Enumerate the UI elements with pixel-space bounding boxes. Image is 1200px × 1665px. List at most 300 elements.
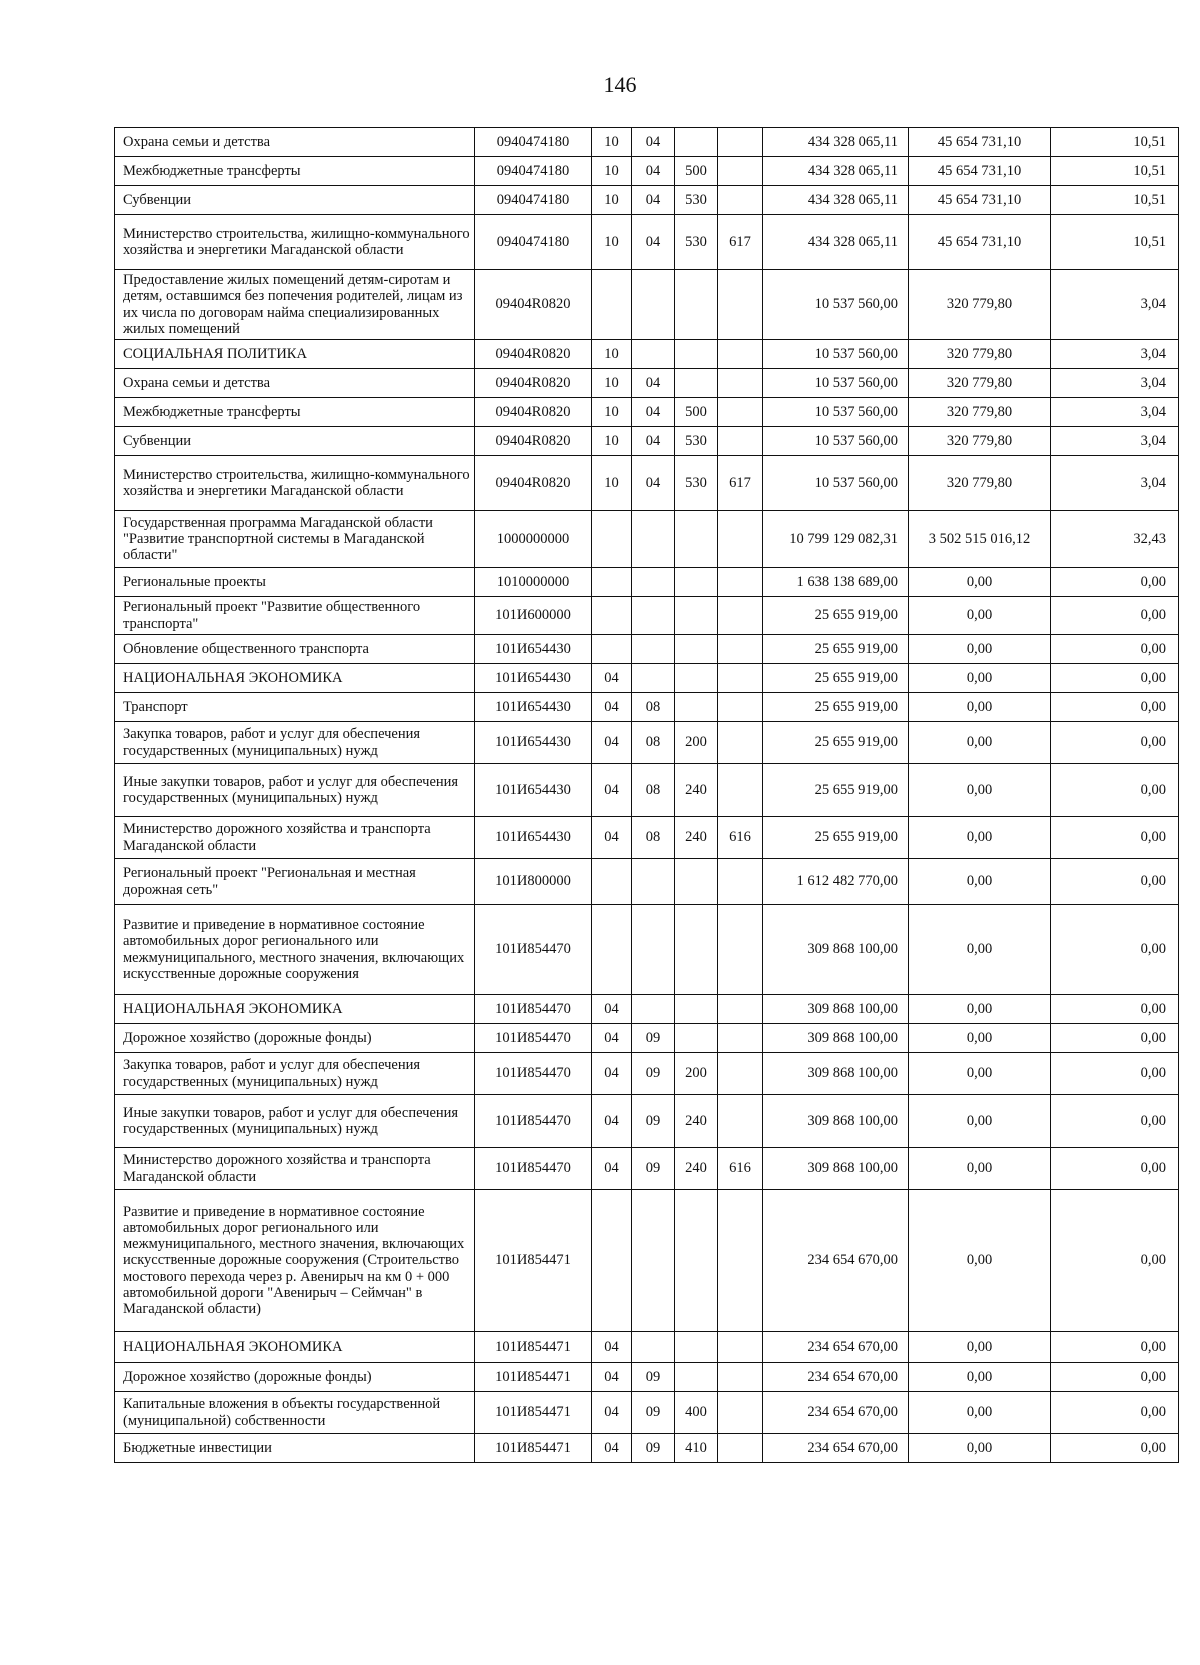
chief-administrator-code-cell: 616 xyxy=(718,817,763,859)
expense-type-code-cell: 530 xyxy=(675,456,718,511)
execution-percent-cell: 3,04 xyxy=(1051,340,1179,369)
section-code-cell xyxy=(592,905,632,995)
row-name-cell: Иные закупки товаров, работ и услуг для обеспечения государственных (муниципальных) нужд xyxy=(115,764,475,817)
execution-percent-cell: 0,00 xyxy=(1051,1332,1179,1363)
planned-amount-cell: 434 328 065,11 xyxy=(763,157,909,186)
actual-amount-cell: 320 779,80 xyxy=(909,427,1051,456)
subsection-code-cell: 09 xyxy=(632,1363,675,1392)
actual-amount-cell: 0,00 xyxy=(909,693,1051,722)
row-name-cell: Обновление общественного транспорта xyxy=(115,635,475,664)
section-code-cell xyxy=(592,859,632,905)
execution-percent-cell: 0,00 xyxy=(1051,568,1179,597)
chief-administrator-code-cell xyxy=(718,398,763,427)
chief-administrator-code-cell xyxy=(718,859,763,905)
table-row xyxy=(115,369,1179,398)
expense-type-code-cell xyxy=(675,635,718,664)
planned-amount-cell: 25 655 919,00 xyxy=(763,693,909,722)
section-code-cell: 10 xyxy=(592,398,632,427)
target-article-code-cell: 09404R0820 xyxy=(475,456,592,511)
planned-amount-cell: 234 654 670,00 xyxy=(763,1332,909,1363)
target-article-code-cell: 09404R0820 xyxy=(475,398,592,427)
target-article-code-cell: 101И800000 xyxy=(475,859,592,905)
actual-amount-cell: 45 654 731,10 xyxy=(909,128,1051,157)
chief-administrator-code-cell: 617 xyxy=(718,215,763,270)
section-code-cell xyxy=(592,511,632,568)
execution-percent-cell: 0,00 xyxy=(1051,1190,1179,1332)
expense-type-code-cell xyxy=(675,1190,718,1332)
target-article-code-cell: 101И654430 xyxy=(475,722,592,764)
target-article-code-cell: 0940474180 xyxy=(475,186,592,215)
subsection-code-cell xyxy=(632,511,675,568)
planned-amount-cell: 25 655 919,00 xyxy=(763,817,909,859)
target-article-code-cell: 101И654430 xyxy=(475,635,592,664)
actual-amount-cell: 0,00 xyxy=(909,1190,1051,1332)
table-row xyxy=(115,398,1179,427)
table-row xyxy=(115,693,1179,722)
execution-percent-cell: 0,00 xyxy=(1051,764,1179,817)
subsection-code-cell xyxy=(632,1190,675,1332)
expense-type-code-cell xyxy=(675,905,718,995)
subsection-code-cell xyxy=(632,859,675,905)
actual-amount-cell: 0,00 xyxy=(909,764,1051,817)
planned-amount-cell: 234 654 670,00 xyxy=(763,1363,909,1392)
actual-amount-cell: 320 779,80 xyxy=(909,456,1051,511)
target-article-code-cell: 09404R0820 xyxy=(475,427,592,456)
section-code-cell xyxy=(592,568,632,597)
section-code-cell: 04 xyxy=(592,664,632,693)
row-name-cell: Закупка товаров, работ и услуг для обеспечения государственных (муниципальных) нужд xyxy=(115,1053,475,1095)
table-row xyxy=(115,817,1179,859)
table-row xyxy=(115,1095,1179,1148)
table-row xyxy=(115,128,1179,157)
chief-administrator-code-cell xyxy=(718,1024,763,1053)
section-code-cell: 04 xyxy=(592,817,632,859)
subsection-code-cell: 04 xyxy=(632,215,675,270)
row-name-cell: Дорожное хозяйство (дорожные фонды) xyxy=(115,1363,475,1392)
row-name-cell: СОЦИАЛЬНАЯ ПОЛИТИКА xyxy=(115,340,475,369)
execution-percent-cell: 0,00 xyxy=(1051,1148,1179,1190)
execution-percent-cell: 0,00 xyxy=(1051,1095,1179,1148)
chief-administrator-code-cell xyxy=(718,664,763,693)
subsection-code-cell xyxy=(632,995,675,1024)
target-article-code-cell: 101И854471 xyxy=(475,1434,592,1463)
execution-percent-cell: 10,51 xyxy=(1051,186,1179,215)
table-row xyxy=(115,1363,1179,1392)
table-row xyxy=(115,186,1179,215)
chief-administrator-code-cell xyxy=(718,186,763,215)
chief-administrator-code-cell xyxy=(718,1332,763,1363)
target-article-code-cell: 101И854470 xyxy=(475,905,592,995)
row-name-cell: Субвенции xyxy=(115,427,475,456)
chief-administrator-code-cell xyxy=(718,764,763,817)
row-name-cell: Транспорт xyxy=(115,693,475,722)
planned-amount-cell: 434 328 065,11 xyxy=(763,128,909,157)
target-article-code-cell: 101И854470 xyxy=(475,1053,592,1095)
subsection-code-cell: 04 xyxy=(632,427,675,456)
table-row xyxy=(115,1053,1179,1095)
target-article-code-cell: 101И600000 xyxy=(475,597,592,635)
expense-type-code-cell xyxy=(675,340,718,369)
budget-table xyxy=(114,127,1179,1463)
chief-administrator-code-cell xyxy=(718,340,763,369)
expense-type-code-cell: 410 xyxy=(675,1434,718,1463)
chief-administrator-code-cell xyxy=(718,270,763,340)
execution-percent-cell: 3,04 xyxy=(1051,456,1179,511)
section-code-cell: 04 xyxy=(592,1363,632,1392)
chief-administrator-code-cell xyxy=(718,722,763,764)
table-row xyxy=(115,1392,1179,1434)
subsection-code-cell: 08 xyxy=(632,764,675,817)
table-row xyxy=(115,597,1179,635)
section-code-cell: 04 xyxy=(592,995,632,1024)
chief-administrator-code-cell xyxy=(718,511,763,568)
subsection-code-cell xyxy=(632,340,675,369)
chief-administrator-code-cell xyxy=(718,1190,763,1332)
table-row xyxy=(115,456,1179,511)
actual-amount-cell: 0,00 xyxy=(909,1363,1051,1392)
actual-amount-cell: 0,00 xyxy=(909,1392,1051,1434)
target-article-code-cell: 0940474180 xyxy=(475,157,592,186)
row-name-cell: Предоставление жилых помещений детям-сиротам и детям, оставшимся без попечения родителей, лицам из их числа по договорам найма специализированных жилых помещений xyxy=(115,270,475,340)
subsection-code-cell: 08 xyxy=(632,693,675,722)
section-code-cell: 10 xyxy=(592,215,632,270)
section-code-cell: 10 xyxy=(592,128,632,157)
section-code-cell: 10 xyxy=(592,340,632,369)
target-article-code-cell: 1000000000 xyxy=(475,511,592,568)
expense-type-code-cell xyxy=(675,597,718,635)
actual-amount-cell: 320 779,80 xyxy=(909,270,1051,340)
expense-type-code-cell: 500 xyxy=(675,398,718,427)
execution-percent-cell: 10,51 xyxy=(1051,157,1179,186)
planned-amount-cell: 1 638 138 689,00 xyxy=(763,568,909,597)
expense-type-code-cell: 400 xyxy=(675,1392,718,1434)
row-name-cell: НАЦИОНАЛЬНАЯ ЭКОНОМИКА xyxy=(115,995,475,1024)
subsection-code-cell xyxy=(632,597,675,635)
planned-amount-cell: 25 655 919,00 xyxy=(763,635,909,664)
planned-amount-cell: 10 537 560,00 xyxy=(763,369,909,398)
row-name-cell: Межбюджетные трансферты xyxy=(115,157,475,186)
row-name-cell: Бюджетные инвестиции xyxy=(115,1434,475,1463)
table-row xyxy=(115,1332,1179,1363)
planned-amount-cell: 10 537 560,00 xyxy=(763,340,909,369)
table-row xyxy=(115,1434,1179,1463)
execution-percent-cell: 0,00 xyxy=(1051,995,1179,1024)
target-article-code-cell: 09404R0820 xyxy=(475,369,592,398)
execution-percent-cell: 10,51 xyxy=(1051,215,1179,270)
expense-type-code-cell xyxy=(675,995,718,1024)
expense-type-code-cell: 240 xyxy=(675,764,718,817)
table-row xyxy=(115,1024,1179,1053)
row-name-cell: Субвенции xyxy=(115,186,475,215)
actual-amount-cell: 0,00 xyxy=(909,1024,1051,1053)
target-article-code-cell: 0940474180 xyxy=(475,215,592,270)
section-code-cell: 04 xyxy=(592,764,632,817)
chief-administrator-code-cell xyxy=(718,597,763,635)
section-code-cell: 10 xyxy=(592,369,632,398)
row-name-cell: Дорожное хозяйство (дорожные фонды) xyxy=(115,1024,475,1053)
row-name-cell: Развитие и приведение в нормативное состояние автомобильных дорог регионального или межмуниципального, местного значения, включающих искусственные дорожные сооружения (Строительство мостового перехода через р. Авенирыч на км 0 + 000 автомобильной дороги "Авенирыч – Сеймчан" в Магаданской области) xyxy=(115,1190,475,1332)
subsection-code-cell: 08 xyxy=(632,817,675,859)
actual-amount-cell: 0,00 xyxy=(909,568,1051,597)
execution-percent-cell: 3,04 xyxy=(1051,398,1179,427)
section-code-cell: 10 xyxy=(592,157,632,186)
subsection-code-cell xyxy=(632,270,675,340)
actual-amount-cell: 0,00 xyxy=(909,1053,1051,1095)
execution-percent-cell: 0,00 xyxy=(1051,1053,1179,1095)
execution-percent-cell: 0,00 xyxy=(1051,1392,1179,1434)
expense-type-code-cell: 530 xyxy=(675,215,718,270)
planned-amount-cell: 309 868 100,00 xyxy=(763,1148,909,1190)
table-row xyxy=(115,859,1179,905)
expense-type-code-cell xyxy=(675,511,718,568)
expense-type-code-cell: 200 xyxy=(675,722,718,764)
chief-administrator-code-cell xyxy=(718,1095,763,1148)
table-row xyxy=(115,568,1179,597)
chief-administrator-code-cell xyxy=(718,693,763,722)
target-article-code-cell: 101И654430 xyxy=(475,817,592,859)
actual-amount-cell: 45 654 731,10 xyxy=(909,186,1051,215)
section-code-cell: 04 xyxy=(592,722,632,764)
expense-type-code-cell: 240 xyxy=(675,1148,718,1190)
row-name-cell: Министерство строительства, жилищно-коммунального хозяйства и энергетики Магаданской области xyxy=(115,215,475,270)
execution-percent-cell: 0,00 xyxy=(1051,635,1179,664)
subsection-code-cell: 09 xyxy=(632,1148,675,1190)
section-code-cell xyxy=(592,1190,632,1332)
actual-amount-cell: 0,00 xyxy=(909,664,1051,693)
subsection-code-cell xyxy=(632,568,675,597)
table-row xyxy=(115,1190,1179,1332)
section-code-cell: 04 xyxy=(592,693,632,722)
row-name-cell: Региональный проект "Развитие общественного транспорта" xyxy=(115,597,475,635)
planned-amount-cell: 25 655 919,00 xyxy=(763,764,909,817)
section-code-cell: 04 xyxy=(592,1024,632,1053)
subsection-code-cell: 09 xyxy=(632,1434,675,1463)
subsection-code-cell: 08 xyxy=(632,722,675,764)
subsection-code-cell: 04 xyxy=(632,157,675,186)
row-name-cell: Государственная программа Магаданской области "Развитие транспортной системы в Магаданской области" xyxy=(115,511,475,568)
section-code-cell: 04 xyxy=(592,1053,632,1095)
row-name-cell: Министерство строительства, жилищно-коммунального хозяйства и энергетики Магаданской области xyxy=(115,456,475,511)
section-code-cell: 04 xyxy=(592,1434,632,1463)
subsection-code-cell: 09 xyxy=(632,1392,675,1434)
actual-amount-cell: 0,00 xyxy=(909,1095,1051,1148)
target-article-code-cell: 101И854470 xyxy=(475,995,592,1024)
expense-type-code-cell xyxy=(675,369,718,398)
execution-percent-cell: 0,00 xyxy=(1051,859,1179,905)
target-article-code-cell: 09404R0820 xyxy=(475,270,592,340)
actual-amount-cell: 0,00 xyxy=(909,635,1051,664)
execution-percent-cell: 0,00 xyxy=(1051,597,1179,635)
actual-amount-cell: 320 779,80 xyxy=(909,340,1051,369)
execution-percent-cell: 0,00 xyxy=(1051,1434,1179,1463)
table-row xyxy=(115,664,1179,693)
section-code-cell: 04 xyxy=(592,1332,632,1363)
execution-percent-cell: 0,00 xyxy=(1051,1363,1179,1392)
actual-amount-cell: 0,00 xyxy=(909,859,1051,905)
actual-amount-cell: 0,00 xyxy=(909,1148,1051,1190)
section-code-cell xyxy=(592,635,632,664)
execution-percent-cell: 3,04 xyxy=(1051,369,1179,398)
table-row xyxy=(115,635,1179,664)
actual-amount-cell: 3 502 515 016,12 xyxy=(909,511,1051,568)
expense-type-code-cell: 240 xyxy=(675,817,718,859)
actual-amount-cell: 0,00 xyxy=(909,1434,1051,1463)
subsection-code-cell xyxy=(632,664,675,693)
row-name-cell: Региональные проекты xyxy=(115,568,475,597)
subsection-code-cell: 04 xyxy=(632,398,675,427)
table-row xyxy=(115,215,1179,270)
section-code-cell: 04 xyxy=(592,1392,632,1434)
expense-type-code-cell: 530 xyxy=(675,186,718,215)
actual-amount-cell: 320 779,80 xyxy=(909,369,1051,398)
subsection-code-cell: 09 xyxy=(632,1095,675,1148)
row-name-cell: Закупка товаров, работ и услуг для обеспечения государственных (муниципальных) нужд xyxy=(115,722,475,764)
table-row xyxy=(115,995,1179,1024)
execution-percent-cell: 0,00 xyxy=(1051,693,1179,722)
row-name-cell: Министерство дорожного хозяйства и транспорта Магаданской области xyxy=(115,817,475,859)
chief-administrator-code-cell: 616 xyxy=(718,1148,763,1190)
target-article-code-cell: 101И854471 xyxy=(475,1392,592,1434)
actual-amount-cell: 45 654 731,10 xyxy=(909,215,1051,270)
target-article-code-cell: 101И854471 xyxy=(475,1190,592,1332)
execution-percent-cell: 0,00 xyxy=(1051,664,1179,693)
row-name-cell: НАЦИОНАЛЬНАЯ ЭКОНОМИКА xyxy=(115,664,475,693)
planned-amount-cell: 10 537 560,00 xyxy=(763,456,909,511)
target-article-code-cell: 101И854470 xyxy=(475,1024,592,1053)
target-article-code-cell: 1010000000 xyxy=(475,568,592,597)
actual-amount-cell: 0,00 xyxy=(909,722,1051,764)
subsection-code-cell xyxy=(632,905,675,995)
row-name-cell: Региональный проект "Региональная и местная дорожная сеть" xyxy=(115,859,475,905)
chief-administrator-code-cell: 617 xyxy=(718,456,763,511)
actual-amount-cell: 320 779,80 xyxy=(909,398,1051,427)
expense-type-code-cell: 200 xyxy=(675,1053,718,1095)
page-number: 146 xyxy=(603,72,637,97)
actual-amount-cell: 0,00 xyxy=(909,597,1051,635)
execution-percent-cell: 0,00 xyxy=(1051,722,1179,764)
expense-type-code-cell xyxy=(675,568,718,597)
execution-percent-cell: 10,51 xyxy=(1051,128,1179,157)
row-name-cell: Капитальные вложения в объекты государственной (муниципальной) собственности xyxy=(115,1392,475,1434)
target-article-code-cell: 09404R0820 xyxy=(475,340,592,369)
actual-amount-cell: 0,00 xyxy=(909,995,1051,1024)
section-code-cell: 04 xyxy=(592,1095,632,1148)
table-row xyxy=(115,722,1179,764)
target-article-code-cell: 101И654430 xyxy=(475,664,592,693)
planned-amount-cell: 10 537 560,00 xyxy=(763,270,909,340)
planned-amount-cell: 434 328 065,11 xyxy=(763,215,909,270)
section-code-cell: 10 xyxy=(592,456,632,511)
section-code-cell: 10 xyxy=(592,186,632,215)
chief-administrator-code-cell xyxy=(718,157,763,186)
chief-administrator-code-cell xyxy=(718,635,763,664)
target-article-code-cell: 101И854471 xyxy=(475,1332,592,1363)
subsection-code-cell: 09 xyxy=(632,1024,675,1053)
planned-amount-cell: 309 868 100,00 xyxy=(763,1095,909,1148)
chief-administrator-code-cell xyxy=(718,905,763,995)
section-code-cell xyxy=(592,270,632,340)
subsection-code-cell: 04 xyxy=(632,186,675,215)
chief-administrator-code-cell xyxy=(718,1363,763,1392)
planned-amount-cell: 309 868 100,00 xyxy=(763,905,909,995)
planned-amount-cell: 25 655 919,00 xyxy=(763,722,909,764)
subsection-code-cell: 04 xyxy=(632,456,675,511)
execution-percent-cell: 0,00 xyxy=(1051,905,1179,995)
expense-type-code-cell: 500 xyxy=(675,157,718,186)
chief-administrator-code-cell xyxy=(718,1053,763,1095)
subsection-code-cell: 04 xyxy=(632,369,675,398)
chief-administrator-code-cell xyxy=(718,128,763,157)
table-row xyxy=(115,427,1179,456)
row-name-cell: Охрана семьи и детства xyxy=(115,128,475,157)
expense-type-code-cell xyxy=(675,1363,718,1392)
planned-amount-cell: 234 654 670,00 xyxy=(763,1392,909,1434)
actual-amount-cell: 0,00 xyxy=(909,817,1051,859)
expense-type-code-cell xyxy=(675,1332,718,1363)
chief-administrator-code-cell xyxy=(718,427,763,456)
table-row xyxy=(115,157,1179,186)
planned-amount-cell: 309 868 100,00 xyxy=(763,995,909,1024)
target-article-code-cell: 101И654430 xyxy=(475,764,592,817)
target-article-code-cell: 0940474180 xyxy=(475,128,592,157)
planned-amount-cell: 234 654 670,00 xyxy=(763,1190,909,1332)
subsection-code-cell xyxy=(632,635,675,664)
expense-type-code-cell: 240 xyxy=(675,1095,718,1148)
section-code-cell: 10 xyxy=(592,427,632,456)
target-article-code-cell: 101И654430 xyxy=(475,693,592,722)
execution-percent-cell: 32,43 xyxy=(1051,511,1179,568)
actual-amount-cell: 0,00 xyxy=(909,1332,1051,1363)
execution-percent-cell: 3,04 xyxy=(1051,427,1179,456)
subsection-code-cell xyxy=(632,1332,675,1363)
expense-type-code-cell xyxy=(675,270,718,340)
row-name-cell: НАЦИОНАЛЬНАЯ ЭКОНОМИКА xyxy=(115,1332,475,1363)
table-body xyxy=(115,128,1179,1463)
actual-amount-cell: 0,00 xyxy=(909,905,1051,995)
expense-type-code-cell xyxy=(675,1024,718,1053)
chief-administrator-code-cell xyxy=(718,1392,763,1434)
row-name-cell: Межбюджетные трансферты xyxy=(115,398,475,427)
planned-amount-cell: 25 655 919,00 xyxy=(763,597,909,635)
chief-administrator-code-cell xyxy=(718,995,763,1024)
row-name-cell: Иные закупки товаров, работ и услуг для обеспечения государственных (муниципальных) нужд xyxy=(115,1095,475,1148)
planned-amount-cell: 434 328 065,11 xyxy=(763,186,909,215)
execution-percent-cell: 3,04 xyxy=(1051,270,1179,340)
table-row xyxy=(115,764,1179,817)
planned-amount-cell: 10 799 129 082,31 xyxy=(763,511,909,568)
expense-type-code-cell xyxy=(675,664,718,693)
chief-administrator-code-cell xyxy=(718,369,763,398)
table-row xyxy=(115,340,1179,369)
chief-administrator-code-cell xyxy=(718,1434,763,1463)
table-row xyxy=(115,511,1179,568)
row-name-cell: Охрана семьи и детства xyxy=(115,369,475,398)
execution-percent-cell: 0,00 xyxy=(1051,817,1179,859)
target-article-code-cell: 101И854471 xyxy=(475,1363,592,1392)
section-code-cell xyxy=(592,597,632,635)
table-row xyxy=(115,270,1179,340)
planned-amount-cell: 234 654 670,00 xyxy=(763,1434,909,1463)
planned-amount-cell: 1 612 482 770,00 xyxy=(763,859,909,905)
execution-percent-cell: 0,00 xyxy=(1051,1024,1179,1053)
actual-amount-cell: 45 654 731,10 xyxy=(909,157,1051,186)
expense-type-code-cell xyxy=(675,693,718,722)
target-article-code-cell: 101И854470 xyxy=(475,1148,592,1190)
expense-type-code-cell: 530 xyxy=(675,427,718,456)
section-code-cell: 04 xyxy=(592,1148,632,1190)
planned-amount-cell: 10 537 560,00 xyxy=(763,398,909,427)
chief-administrator-code-cell xyxy=(718,568,763,597)
